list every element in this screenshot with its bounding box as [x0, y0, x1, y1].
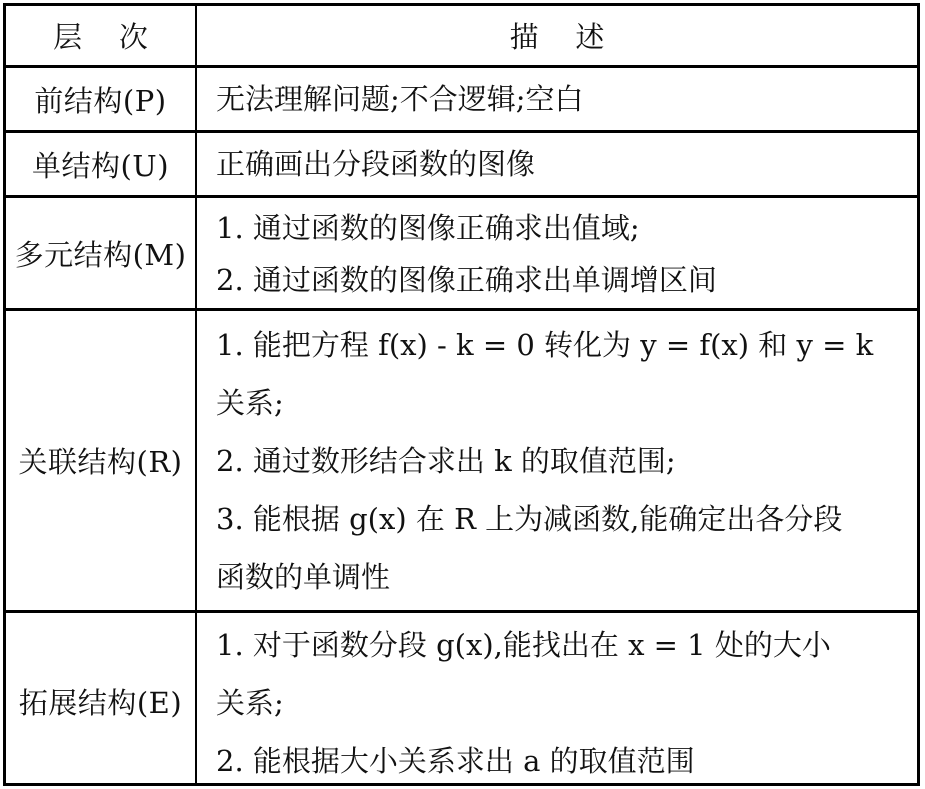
- level-cell: 单结构(U): [31, 148, 170, 183]
- level-description-table: [3, 3, 920, 786]
- column-divider: [195, 6, 197, 783]
- description-cell: [216, 311, 909, 610]
- description-line: 关系;: [216, 386, 284, 420]
- description-line: 3. 能根据 g(x) 在 R 上为减函数,能确定出各分段: [216, 502, 843, 536]
- description-line: 无法理解问题;不合逻辑;空白: [216, 82, 584, 116]
- description-line: 关系;: [216, 686, 284, 720]
- level-cell: 拓展结构(E): [18, 685, 183, 720]
- description-line: 函数的单调性: [216, 560, 391, 594]
- description-line: 1. 能把方程 f(x) - k = 0 转化为 y = f(x) 和 y = k: [216, 328, 874, 362]
- description-line: 正确画出分段函数的图像: [216, 147, 536, 181]
- level-cell: 前结构(P): [34, 83, 167, 118]
- description-line: 2. 通过数形结合求出 k 的取值范围;: [216, 444, 676, 478]
- description-line: 1. 对于函数分段 g(x),能找出在 x = 1 处的大小: [216, 628, 831, 662]
- description-line: 2. 通过函数的图像正确求出单调增区间: [216, 263, 717, 297]
- description-line: 1. 通过函数的图像正确求出值域;: [216, 211, 640, 245]
- description-cell: [216, 133, 909, 195]
- header-description: 描 述: [509, 20, 605, 54]
- level-cell: 关联结构(R): [18, 445, 183, 479]
- description-line: 2. 能根据大小关系求出 a 的取值范围: [216, 744, 695, 778]
- header-level: 层 次: [53, 20, 148, 54]
- level-cell: 多元结构(M): [14, 237, 187, 272]
- description-cell: [216, 613, 909, 789]
- description-cell: [216, 198, 909, 308]
- description-cell: [216, 68, 909, 130]
